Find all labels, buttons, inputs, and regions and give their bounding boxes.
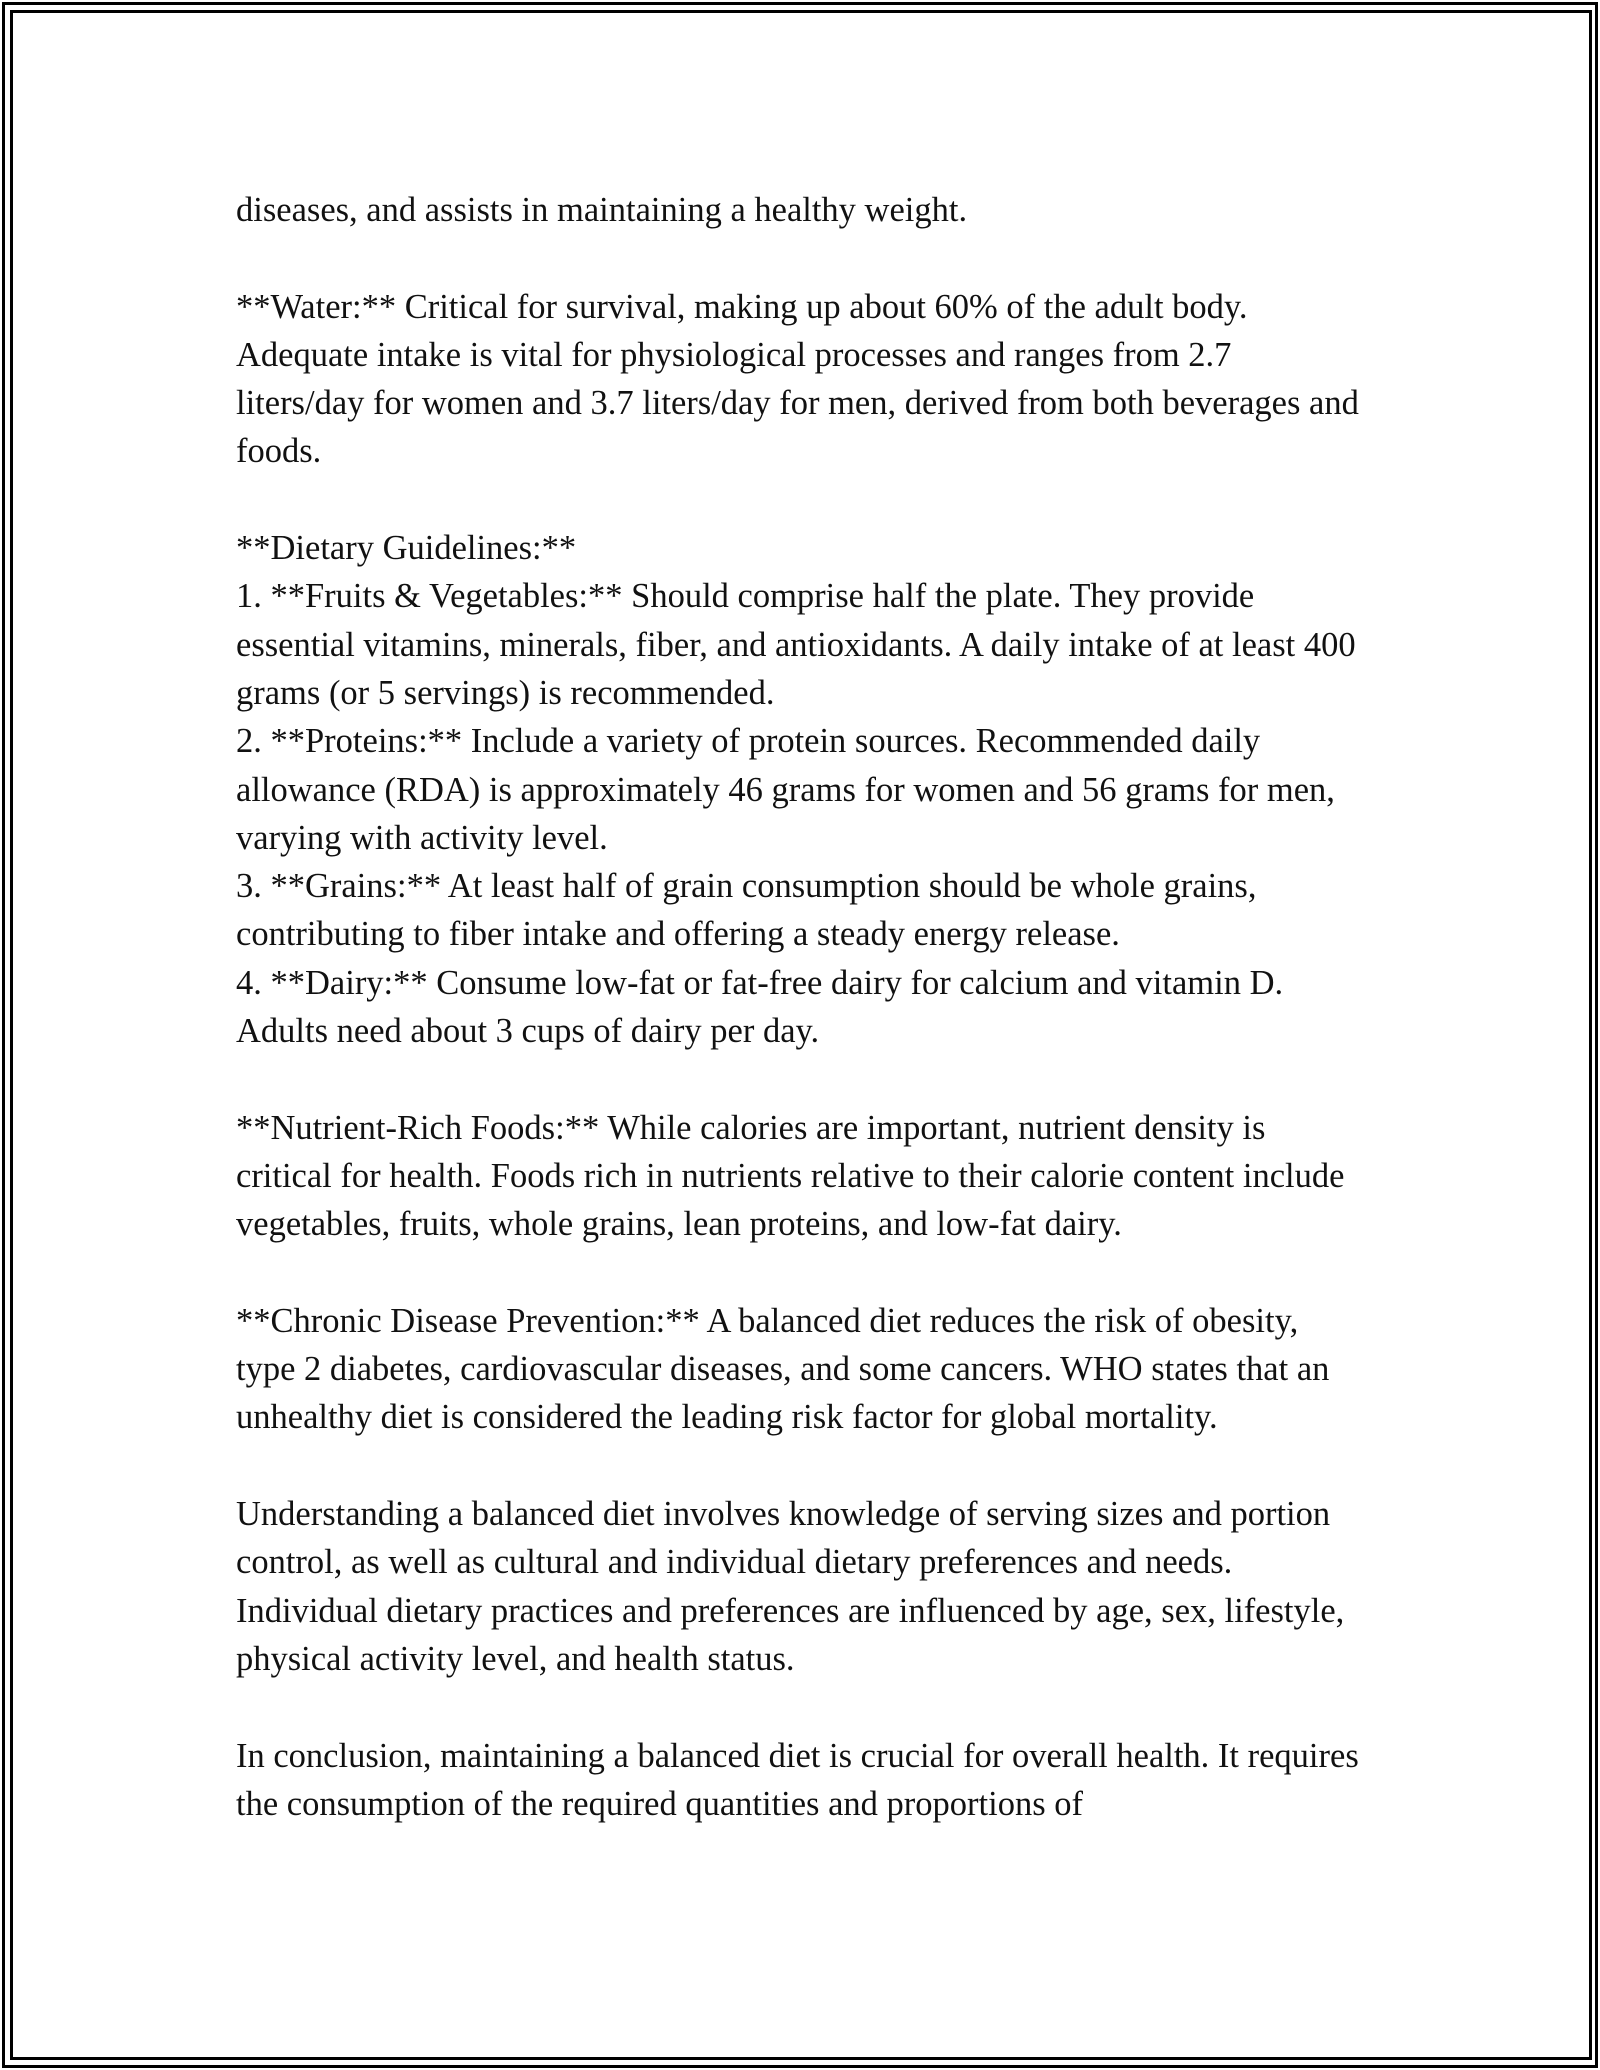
paragraph-conclusion: In conclusion, maintaining a balanced diet is crucial for overall health. It requires the consumption of the required quantities and proportions of	[236, 1736, 1359, 1823]
document-body	[236, 186, 1366, 1876]
dietary-guidelines-heading: **Dietary Guidelines:**	[236, 529, 577, 568]
list-item-grains: 3. **Grains:** At least half of grain consumption should be whole grains, contributing to fiber intake and offering a steady energy release.	[236, 867, 1257, 954]
list-item-proteins: 2. **Proteins:** Include a variety of protein sources. Recommended daily allowance (RDA) is approximately 46 grams for women and 56 grams for men, varying with activity level.	[236, 722, 1335, 857]
list-item-fruits-vegetables: 1. **Fruits & Vegetables:** Should comprise half the plate. They provide essential vitamins, minerals, fiber, and antioxidants. A daily intake of at least 400 grams (or 5 servings) is recommended.	[236, 577, 1356, 712]
paragraph-nutrient-rich-foods: **Nutrient-Rich Foods:** While calories are important, nutrient density is critical for health. Foods rich in nutrients relative to their calorie content include vegetables, fruits, whole grains, lean proteins, and low-fat dairy.	[236, 1108, 1345, 1244]
paragraph-water: **Water:** Critical for survival, making up about 60% of the adult body. Adequate intake is vital for physiological processes and ranges from 2.7 liters/day for women and 3.7 liters/day for men, derived from both beverages and foods.	[236, 287, 1359, 471]
paragraph-diseases: diseases, and assists in maintaining a healthy weight.	[236, 191, 968, 229]
dietary-guidelines-list	[236, 524, 1366, 1055]
paragraph-understanding-balanced-diet: Understanding a balanced diet involves knowledge of serving sizes and portion control, as well as cultural and individual dietary preferences and needs. Individual dietary practices and preferences are influenced by age, sex, lifestyle, physical activity level, and health status.	[236, 1495, 1345, 1678]
list-item-dairy: 4. **Dairy:** Consume low-fat or fat-free dairy for calcium and vitamin D. Adults need about 3 cups of dairy per day.	[236, 963, 1284, 1051]
paragraph-chronic-disease-prevention: **Chronic Disease Prevention:** A balanced diet reduces the risk of obesity, type 2 diabetes, cardiovascular diseases, and some cancers. WHO states that an unhealthy diet is considered the leading risk factor for global mortality.	[236, 1301, 1330, 1437]
